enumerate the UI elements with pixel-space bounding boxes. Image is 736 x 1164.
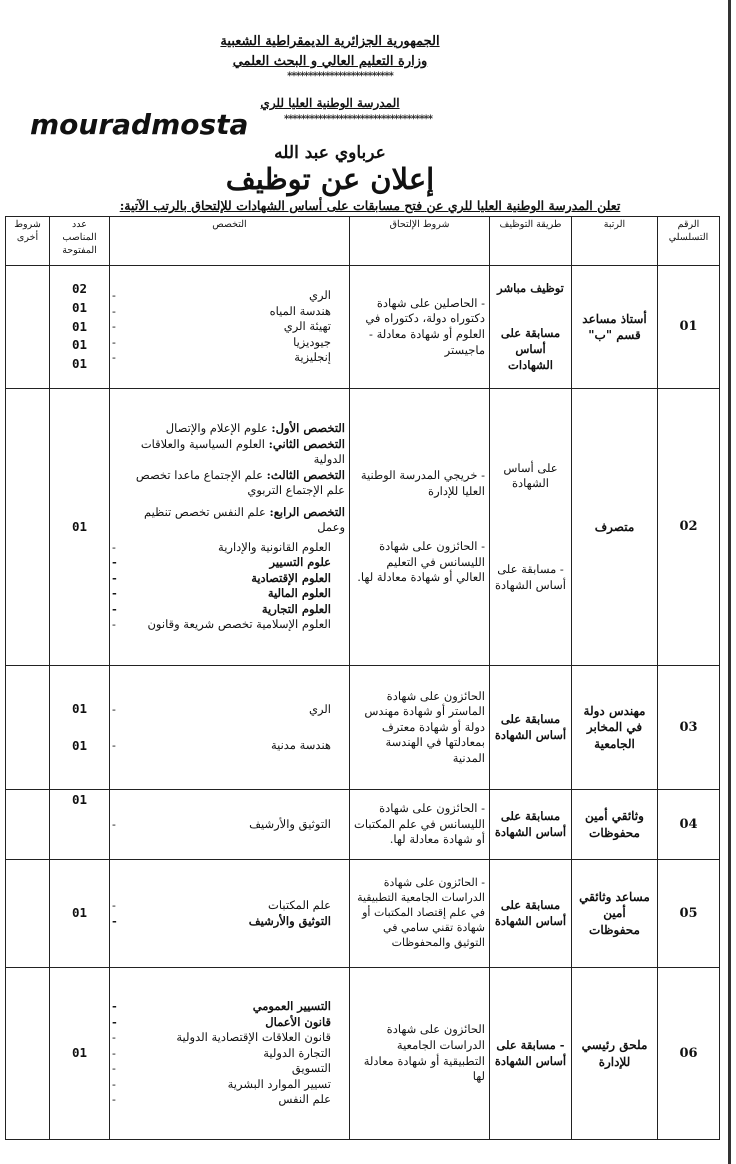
specialty-2-label: التخصص الثاني: [268,436,345,451]
method-direct: توظيف مباشر [497,280,564,295]
col-header-conditions: شروط الإلتحاق [350,217,490,266]
row-num: 05 [658,860,720,968]
recruitment-table [5,216,720,1140]
col-header-count: عدد المناصب المفتوحة [50,217,110,266]
specialty-item: - التجارة الدولية [114,1046,331,1062]
specialty-item: - العلوم الإسلامية تخصص شريعة وقانون [114,617,331,633]
specialty-1-label: التخصص الأول: [271,421,345,436]
specialty-item: - تهيئة الري [114,319,331,335]
col-header-num: الرقم التسلسلي [658,217,720,266]
row-conditions: الحائزون على شهادة الدراسات الجامعية التطبيقية أو شهادة معادلة لها [350,968,490,1140]
separator-stars: ************************* [287,71,393,82]
specialty-item: - تسيير الموارد البشرية [114,1077,331,1093]
row-other [6,790,50,860]
specialty-item: - التسويق [114,1061,331,1077]
specialty-item: - علم المكتبات [114,898,331,914]
condition-item: - الحائزون على شهادة الليسانس في التعليم العالي أو شهادة معادلة لها. [357,539,485,585]
row-count: 01 [50,968,110,1140]
method-basis: على أساس الشهادة [503,460,558,491]
row-other [6,266,50,389]
method-competition: - مسابقة على أساس الشهادة [495,562,566,592]
row-rank: ملحق رئيسي للإدارة [572,968,658,1140]
specialty-4-label: التخصص الرابع: [269,504,345,519]
table-row [6,389,720,666]
row-specialty [110,666,350,790]
count-value: 01 [71,299,88,315]
republic-heading: الجمهورية الجزائرية الديمقراطية الشعبية [220,34,440,49]
specialty-item: - التوثيق والأرشيف [114,914,331,930]
school-heading: المدرسة الوطنية العليا للري [260,96,400,110]
row-rank: مهندس دولة في المخابر الجامعية [572,666,658,790]
row-conditions: - الحائزون على شهادة الدراسات الجامعية التطبيقية في علم إقتصاد المكتبات أو شهادة تقني سامي في التوثيق والمحفوظات [350,860,490,968]
intro-text: تعلن المدرسة الوطنية العليا للري عن فتح مسابقات على أساس الشهادات للإلتحاق بالرتب الآتية: [119,198,621,213]
specialty-item: - الري [114,702,331,718]
specialty-item: - قانون العلاقات الإقتصادية الدولية [114,1030,331,1046]
specialty-item: - قانون الأعمال [114,1015,331,1031]
specialty-item: - هندسة مدنية [114,738,331,754]
row-num: 01 [658,266,720,389]
specialty-item: - العلوم التجارية [114,602,331,618]
row-num: 04 [658,790,720,860]
table-row [6,266,720,389]
specialty-2-value: العلوم السياسية والعلاقات الدولية [140,436,345,467]
specialty-4 [114,505,345,536]
row-rank: متصرف [572,389,658,666]
table-header-row [6,217,720,266]
count-value: 01 [71,337,88,353]
specialty-3-label: التخصص الثالث: [266,467,345,482]
row-other [6,860,50,968]
row-count: 01 [50,389,110,666]
table-row [6,860,720,968]
row-specialty [110,266,350,389]
separator-stars-2: *********************************** [283,114,433,125]
specialty-item: - العلوم المالية [114,586,331,602]
specialty-1-value: علوم الإعلام والإتصال [165,421,268,436]
table-row [6,666,720,790]
row-method [490,266,572,389]
row-rank: أستاذ مساعد قسم "ب" [572,266,658,389]
person-name: عرباوي عبد الله [274,143,386,163]
row-conditions: - الحائزون على شهادة الليسانس في علم المكتبات أو شهادة معادلة لها. [350,790,490,860]
watermark: mouradmosta [30,108,249,141]
count-value: 02 [71,280,88,296]
row-count: 01 [50,790,110,860]
row-other [6,389,50,666]
table-row [6,968,720,1140]
specialty-item: - هندسة المياه [114,304,331,320]
condition-item: - خريجي المدرسة الوطنية العليا للإدارة [360,468,485,498]
count-value: 01 [71,700,88,716]
row-num: 02 [658,389,720,666]
specialty-item: - جيوديزيا [114,335,331,351]
row-method: مسابقة على أساس الشهادة [490,860,572,968]
specialty-item: - إنجليزية [114,350,331,366]
row-num: 03 [658,666,720,790]
row-count [50,266,110,389]
row-specialty [110,790,350,860]
count-value: 01 [71,356,88,372]
specialty-4-value: علم النفس تخصص تنظيم وعمل [144,504,345,535]
row-specialty [110,389,350,666]
specialty-item: - التسيير العمومي [114,999,331,1015]
page-edge-right [728,0,731,1164]
count-value: 01 [71,318,88,334]
row-other [6,968,50,1140]
row-count [50,666,110,790]
ministry-heading: وزارة التعليم العالي و البحث العلمي [232,54,428,69]
col-header-rank: الرتبة [572,217,658,266]
method-competition: مسابقة على أساس الشهادات [500,326,561,372]
table-row [6,790,720,860]
row-conditions [350,389,490,666]
specialty-item: - علوم التسيير [114,555,331,571]
row-specialty [110,968,350,1140]
row-other [6,666,50,790]
row-method [490,389,572,666]
specialty-item: - علم النفس [114,1092,331,1108]
col-header-method: طريقة التوظيف [490,217,572,266]
row-rank: وثائقي أمين محفوظات [572,790,658,860]
col-header-specialty: التخصص [110,217,350,266]
specialty-1 [114,421,345,437]
specialty-2 [114,437,345,468]
row-num: 06 [658,968,720,1140]
row-method: مسابقة على أساس الشهادة [490,790,572,860]
specialty-item: - التوثيق والأرشيف [114,817,331,833]
row-rank: مساعد وثائقي أمين محفوظات [572,860,658,968]
specialty-item: - العلوم الإقتصادية [114,571,331,587]
row-conditions: الحائزون على شهادة الماستر أو شهادة مهندس دولة أو شهادة معترف بمعادلتها في الهندسة المدنية [350,666,490,790]
row-count: 01 [50,860,110,968]
page-title: إعلان عن توظيف [225,162,435,196]
row-conditions: - الحاصلين على شهادة دكتوراه دولة، دكتوراه في العلوم أو شهادة معادلة - ماجيستر [350,266,490,389]
col-header-other: شروط أخرى [6,217,50,266]
row-method: مسابقة على أساس الشهادة [490,666,572,790]
row-specialty [110,860,350,968]
row-method: - مسابقة على أساس الشهادة [490,968,572,1140]
count-value: 01 [71,737,88,753]
specialty-3 [114,468,345,499]
specialty-3-value: علم الإجتماع ماعدا تخصص علم الإجتماع التربوي [135,467,345,498]
specialty-item: - العلوم القانونية والإدارية [114,540,331,556]
specialty-item: - الري [114,288,331,304]
